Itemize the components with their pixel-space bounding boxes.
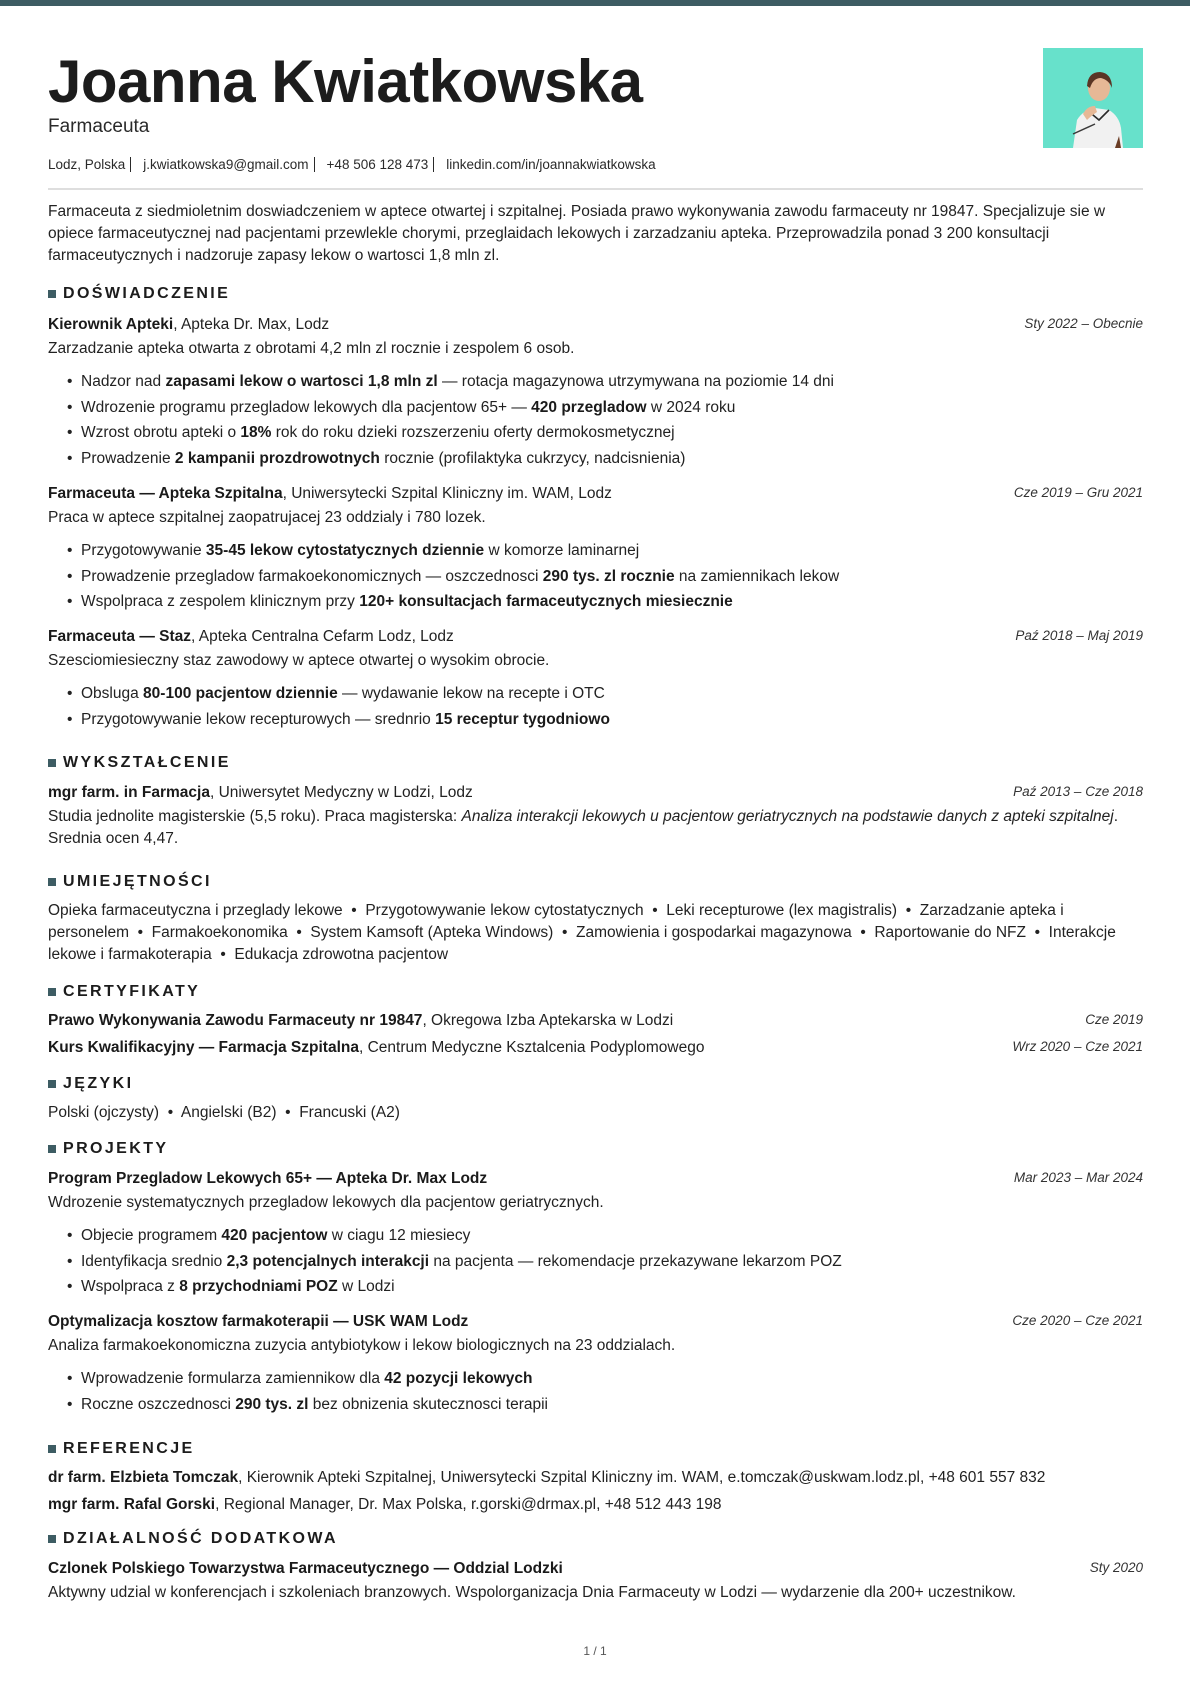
contact-line (48, 157, 656, 172)
language-item: Angielski (B2) (180, 1104, 277, 1121)
project-title: Optymalizacja kosztow farmakoterapii — USK WAM Lodz (48, 1313, 469, 1330)
project-bullets (81, 1223, 842, 1300)
skill-item: Leki recepturowe (lex magistralis) (666, 902, 898, 919)
list-item: • Wspolpraca z 8 przychodniami POZ w Lodzi (81, 1274, 842, 1300)
education-description: Studia jednolite magisterskie (5,5 roku). Praca magisterska: Analiza interakcji lekowych u pacjentow geriatrycznych na podstawie danych z apteki szpitalnej. Srednia ocen 4,47. (48, 808, 1119, 847)
section-marker-icon (48, 988, 56, 996)
experience-entry-header (48, 485, 1143, 503)
certificate-entry (48, 1039, 1143, 1057)
activity-date: Sty 2020 (1089, 1560, 1143, 1575)
skill-item: Edukacja zdrowotna pacjentow (234, 946, 449, 963)
list-item: • Roczne oszczednosci 290 tys. zl bez obnizenia skutecznosci terapii (81, 1392, 548, 1418)
resume-header (48, 0, 1143, 190)
contact-location: Lodz, Polska (48, 157, 126, 172)
activity-description: Aktywny udzial w konferencjach i szkoleniach branzowych. Wspolorganizacja Dnia Farmaceuty w Lodzi — wydarzenie dla 200+ uczestnikow. (48, 1584, 1016, 1601)
section-header-skills: UMIEJĘTNOŚCI (48, 873, 212, 891)
skill-item: Farmakoekonomika (151, 924, 288, 941)
language-item: Polski (ojczysty) (48, 1104, 160, 1121)
job-date: Paź 2018 – Maj 2019 (1015, 628, 1143, 643)
contact-linkedin[interactable]: linkedin.com/in/joannakwiatkowska (446, 157, 656, 172)
project-description: Analiza farmakoekonomiczna zuzycia antybiotykow i lekow biologicznych na 23 oddzialach. (48, 1337, 676, 1354)
section-marker-icon (48, 1080, 56, 1088)
separator (314, 157, 315, 172)
degree: mgr farm. in Farmacja (48, 784, 210, 801)
list-item: • Prowadzenie 2 kampanii prozdrowotnych rocznie (profilaktyka cukrzycy, nadcisnienia) (81, 446, 834, 472)
list-item: • Wzrost obrotu apteki o 18% rok do roku dzieki rozszerzeniu oferty dermokosmetycznej (81, 420, 834, 446)
candidate-name: Joanna Kwiatkowska (48, 48, 643, 115)
project-bullets (81, 1366, 548, 1417)
skill-item: Opieka farmaceutyczna i przeglady lekowe (48, 902, 343, 919)
list-item: • Identyfikacja srednio 2,3 potencjalnych interakcji na pacjenta — rekomendacje przekazywane lekarzom POZ (81, 1249, 842, 1275)
job-title: Kierownik Apteki (48, 316, 174, 333)
section-header-references: REFERENCJE (48, 1440, 195, 1458)
job-bullets (81, 538, 839, 615)
list-item: • Przygotowywanie lekow recepturowych — srednrio 15 receptur tygodniowo (81, 707, 610, 733)
resume-page (48, 0, 1143, 1601)
summary-paragraph: Farmaceuta z siedmioletnim doswiadczeniem w aptece otwartej i szpitalnej. Posiada prawo wykonywania zawodu farmaceuty nr 19847. Specjalizuje sie w opiece farmaceutycznej nad pacjentami przewlekle chorymi, przeglaidach lekowych i zarzadzaniu apteka. Przeprowadzila ponad 3 200 konsultacji farmaceutycznych i nadzoruje zapasy lekow o wartosci 1,8 mln zl. (48, 203, 1106, 264)
job-bullets (81, 369, 834, 471)
certificate-issuer: , Okregowa Izba Aptekarska w Lodzi (422, 1012, 674, 1029)
list-item: • Wprowadzenie formularza zamiennikow dla 42 pozycji lekowych (81, 1366, 548, 1392)
section-marker-icon (48, 1445, 56, 1453)
header-divider (48, 188, 1143, 190)
section-header-projects: PROJEKTY (48, 1140, 168, 1158)
section-marker-icon (48, 1535, 56, 1543)
job-title: Farmaceuta — Apteka Szpitalna (48, 485, 283, 502)
page-number: 1 / 1 (583, 1644, 607, 1658)
list-item: • Wspolpraca z zespolem klinicznym przy 120+ konsultacjach farmaceutycznych miesiecznie (81, 589, 839, 615)
reference-entry: mgr farm. Rafal Gorski, Regional Manager, Dr. Max Polska, r.gorski@drmax.pl, +48 512 443 198 (48, 1496, 722, 1513)
list-item: • Prowadzenie przegladow farmakoekonomicznych — oszczednosci 290 tys. zl rocznie na zamiennikach lekow (81, 564, 839, 590)
certificate-issuer: , Centrum Medyczne Ksztalcenia Podyplomowego (358, 1039, 705, 1056)
skill-item: Interakcje lekowe i farmakoterapia (48, 924, 1116, 963)
list-item: • Przygotowywanie 35-45 lekow cytostatycznych dziennie w komorze laminarnej (81, 538, 839, 564)
experience-entry-header (48, 628, 1143, 646)
bullet-separator: • (1025, 924, 1049, 941)
bullet-separator: • (129, 924, 152, 941)
job-description: Praca w aptece szpitalnej zaopatrujacej 23 oddzialy i 780 lozek. (48, 509, 486, 526)
job-description: Zarzadzanie apteka otwarta z obrotami 4,2 mln zl rocznie i zespolem 6 osob. (48, 340, 575, 357)
skill-item: Zarzadzanie apteka i personelem (48, 902, 1064, 941)
bullet-separator: • (553, 924, 576, 941)
skill-item: System Kamsoft (Apteka Windows) (310, 924, 554, 941)
languages-list (48, 1102, 1143, 1124)
bullet-separator: • (211, 946, 235, 963)
school: , Uniwersytet Medyczny w Lodzi, Lodz (209, 784, 473, 801)
person-portrait-icon (1043, 48, 1143, 148)
contact-email[interactable]: j.kwiatkowska9@gmail.com (143, 157, 309, 172)
job-date: Sty 2022 – Obecnie (1024, 316, 1143, 331)
profile-photo (1043, 48, 1143, 148)
job-title: Farmaceuta — Staz (48, 628, 191, 645)
project-date: Cze 2020 – Cze 2021 (1012, 1313, 1143, 1328)
certificate-date: Cze 2019 (1085, 1012, 1143, 1027)
skill-item: Raportowanie do NFZ (874, 924, 1026, 941)
language-item: Francuski (A2) (299, 1104, 400, 1121)
list-item: • Nadzor nad zapasami lekow o wartosci 1,8 mln zl — rotacja magazynowa utrzymywana na poziomie 14 dni (81, 369, 834, 395)
job-date: Cze 2019 – Gru 2021 (1013, 485, 1143, 500)
project-entry-header (48, 1170, 1143, 1188)
reference-entry: dr farm. Elzbieta Tomczak, Kierownik Apteki Szpitalnej, Uniwersytecki Szpital Kliniczny im. WAM, e.tomczak@uskwam.lodz.pl, +48 601 557 832 (48, 1469, 1046, 1486)
section-header-education: WYKSZTAŁCENIE (48, 754, 231, 772)
separator (433, 157, 434, 172)
candidate-title: Farmaceuta (48, 116, 150, 137)
project-date: Mar 2023 – Mar 2024 (1013, 1170, 1143, 1185)
section-marker-icon (48, 1145, 56, 1153)
job-description: Szesciomiesieczny staz zawodowy w aptece otwartej o wysokim obrocie. (48, 652, 550, 669)
section-header-additional: DZIAŁALNOŚĆ DODATKOWA (48, 1530, 338, 1548)
bullet-separator: • (643, 902, 667, 919)
bullet-separator: • (287, 924, 311, 941)
certificate-name: Prawo Wykonywania Zawodu Farmaceuty nr 19847 (48, 1012, 423, 1029)
section-marker-icon (48, 290, 56, 298)
certificate-name: Kurs Kwalifikacyjny — Farmacja Szpitalna (48, 1039, 359, 1056)
list-item: • Objecie programem 420 pacjentow w ciagu 12 miesiecy (81, 1223, 842, 1249)
certificate-entry (48, 1012, 1143, 1030)
education-entry-header (48, 784, 1143, 802)
activity-title: Czlonek Polskiego Towarzystwa Farmaceutycznego — Oddzial Lodzki (48, 1560, 563, 1577)
certificate-date: Wrz 2020 – Cze 2021 (1012, 1039, 1143, 1054)
project-title: Program Przegladow Lekowych 65+ — Apteka Dr. Max Lodz (48, 1170, 488, 1187)
section-header-languages: JĘZYKI (48, 1075, 133, 1093)
section-marker-icon (48, 759, 56, 767)
bullet-separator: • (276, 1104, 300, 1121)
experience-entry-header (48, 316, 1143, 334)
skill-item: Przygotowywanie lekow cytostatycznych (365, 902, 644, 919)
bullet-separator: • (897, 902, 920, 919)
project-entry-header (48, 1313, 1143, 1331)
job-bullets (81, 681, 610, 732)
skill-item: Zamowienia i gospodarkai magazynowa (576, 924, 852, 941)
activity-entry-header (48, 1560, 1143, 1578)
section-header-certificates: CERTYFIKATY (48, 983, 200, 1001)
job-org: , Apteka Centralna Cefarm Lodz, Lodz (191, 628, 454, 645)
skills-list (48, 900, 1143, 966)
bullet-separator: • (342, 902, 366, 919)
section-header-experience: DOŚWIADCZENIE (48, 285, 230, 303)
bullet-separator: • (851, 924, 875, 941)
project-description: Wdrozenie systematycznych przegladow lekowych dla pacjentow geriatrycznych. (48, 1194, 604, 1211)
job-org: , Uniwersytecki Szpital Kliniczny im. WAM, Lodz (282, 485, 612, 502)
job-org: , Apteka Dr. Max, Lodz (173, 316, 330, 333)
contact-phone[interactable]: +48 506 128 473 (326, 157, 429, 172)
bullet-separator: • (159, 1104, 181, 1121)
list-item: • Obsluga 80-100 pacjentow dziennie — wydawanie lekow na recepte i OTC (81, 681, 610, 707)
section-marker-icon (48, 878, 56, 886)
list-item: • Wdrozenie programu przegladow lekowych dla pacjentow 65+ — 420 przegladow w 2024 roku (81, 395, 834, 421)
separator (130, 157, 131, 172)
education-date: Paź 2013 – Cze 2018 (1013, 784, 1143, 799)
